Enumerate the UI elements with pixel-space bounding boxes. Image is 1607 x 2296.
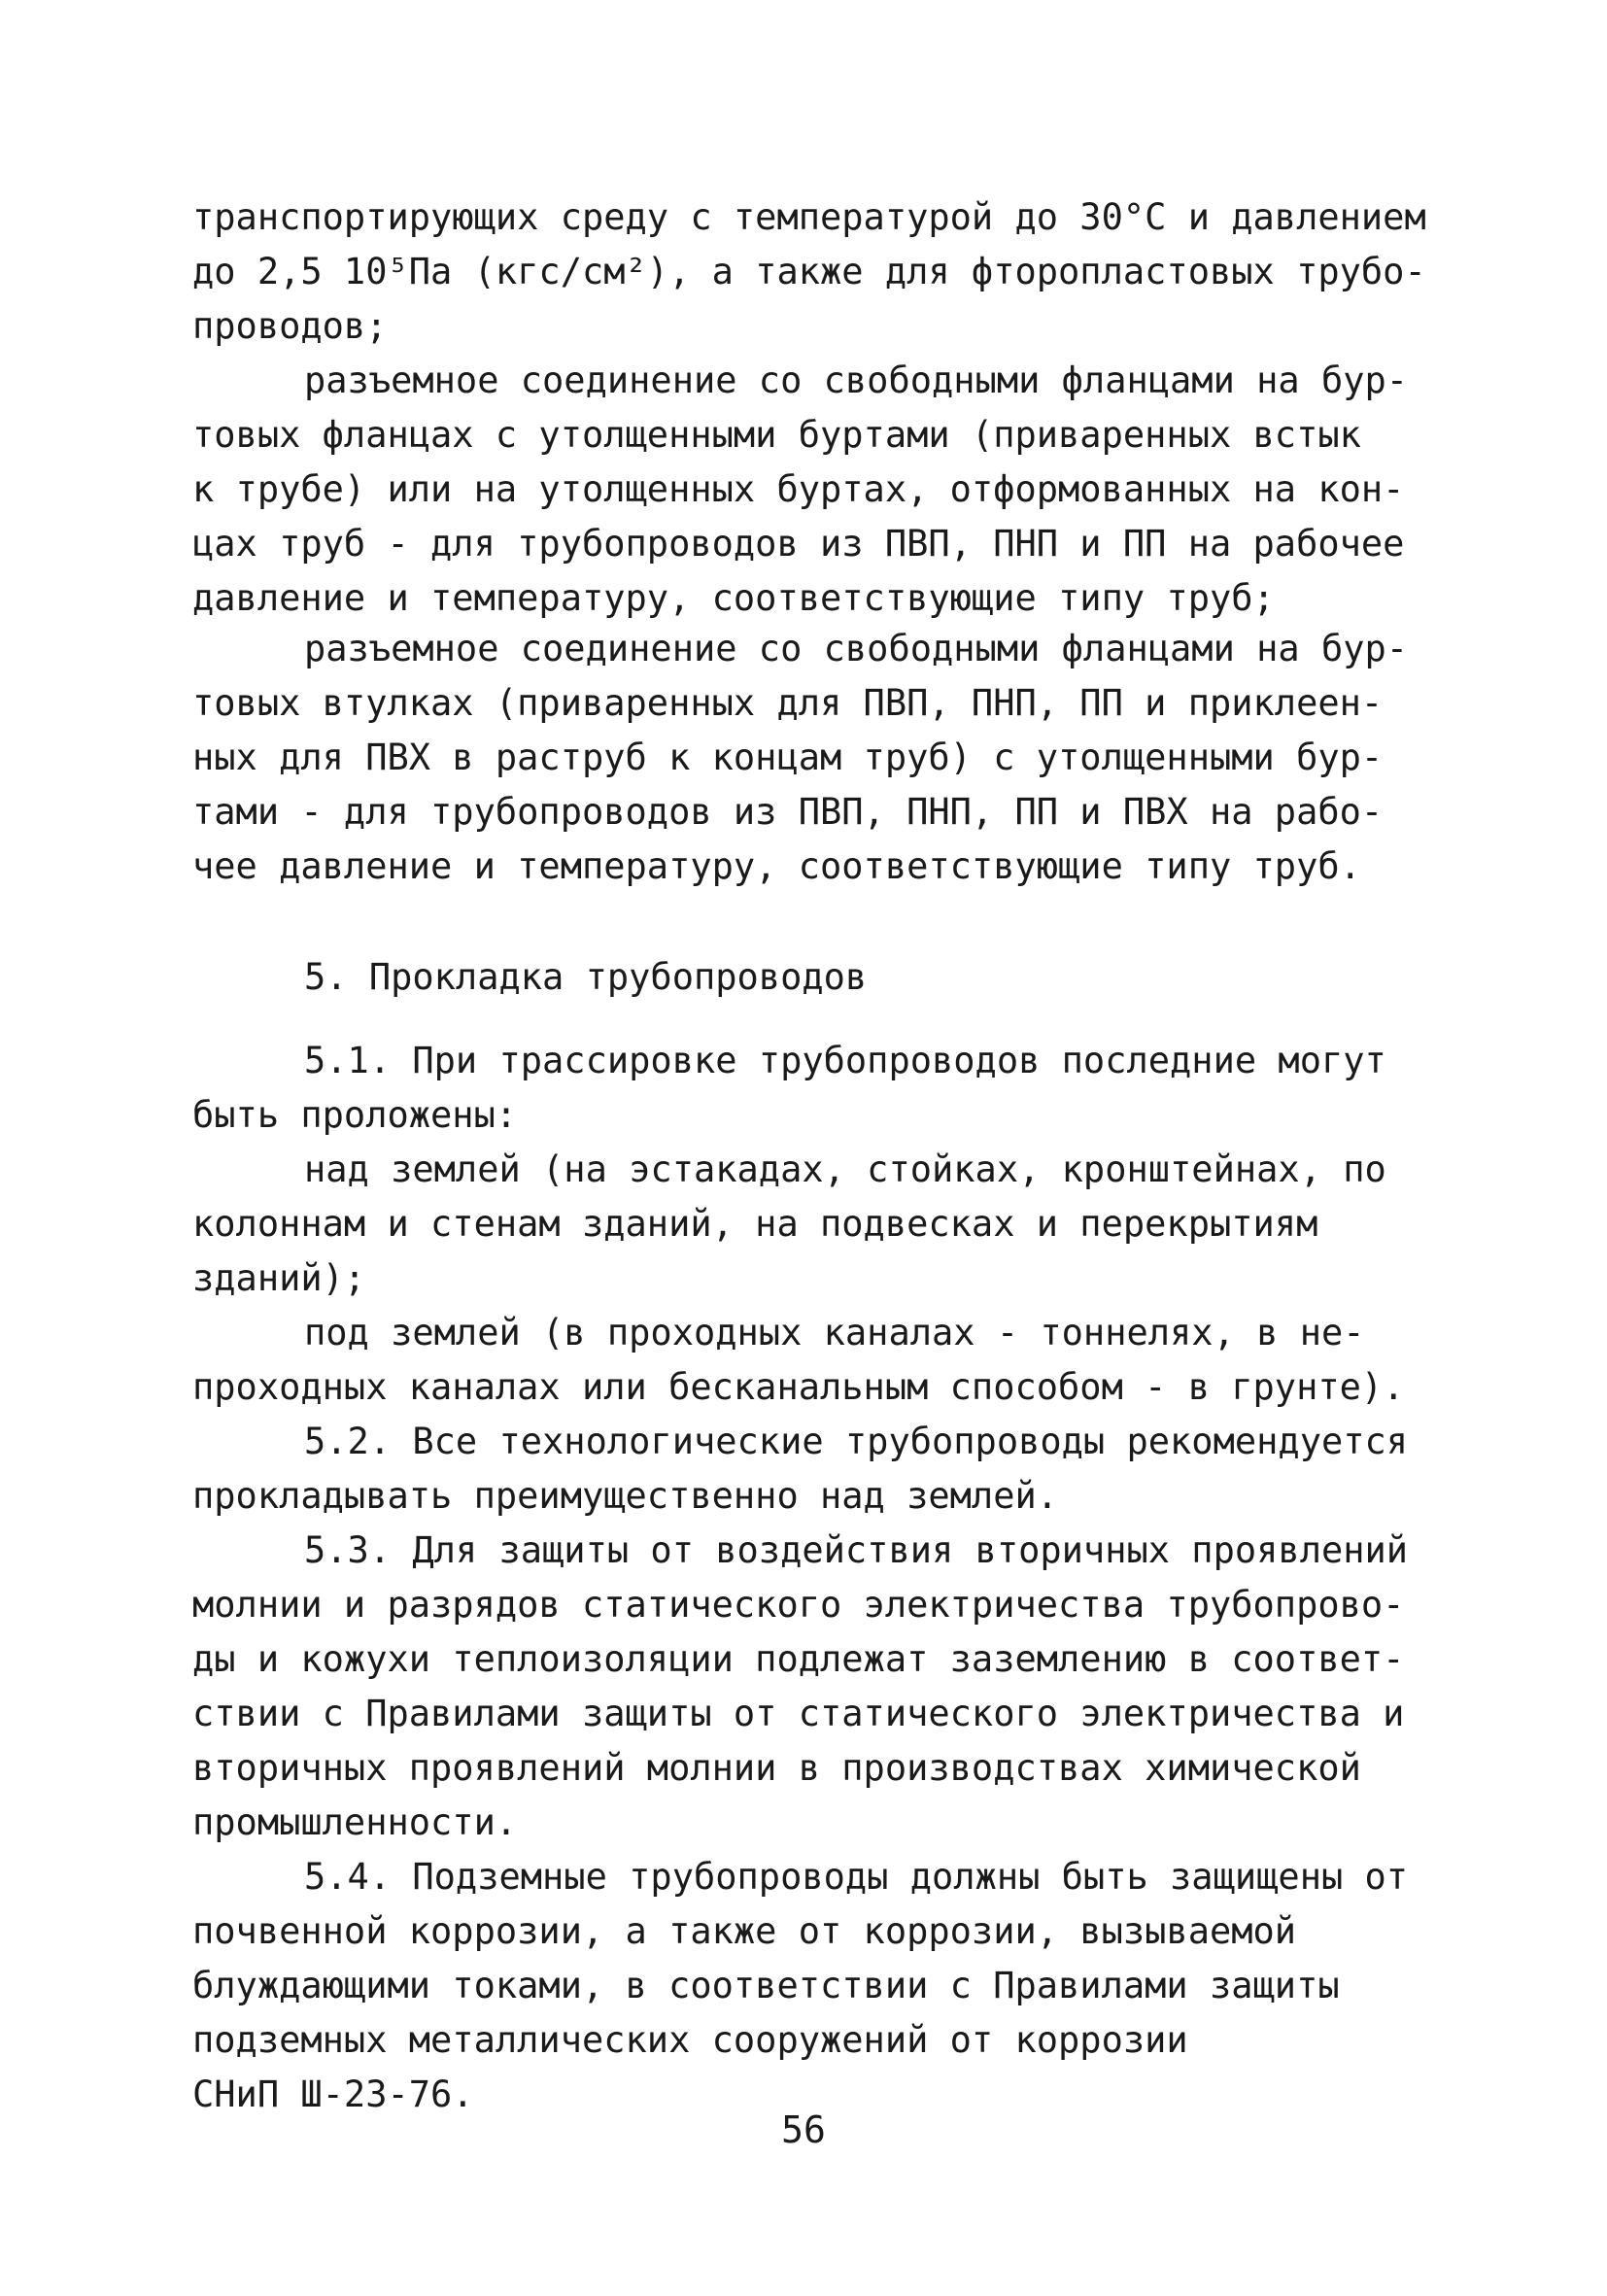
text-line: 5.4. Подземные трубопроводы должны быть защищены от: [304, 1856, 1409, 1898]
text-line: товых втулках (приваренных для ПВП, ПНП, ПП и приклеен-: [192, 682, 1384, 724]
page-number: 56: [781, 2108, 826, 2151]
text-line: подземных металлических сооружений от коррозии: [192, 2019, 1188, 2061]
text-line: под землей (в проходных каналах - тоннелях, в не-: [304, 1312, 1365, 1354]
text-line: колоннам и стенам зданий, на подвесках и перекрытиям: [192, 1203, 1318, 1245]
text-line: быть проложены:: [192, 1094, 518, 1136]
intro-paragraph: [192, 190, 1446, 354]
text-line: прокладывать преимущественно над землей.: [192, 1475, 1059, 1517]
text-line: проводов;: [192, 305, 388, 347]
paragraph-5-4: [192, 1850, 1446, 2122]
text-line: товых фланцах с утолщенными буртами (приваренных встык: [192, 414, 1361, 456]
paragraph-5-1-underground: [192, 1306, 1446, 1415]
text-line: разъемное соединение со свободными фланцами на бур-: [304, 628, 1409, 669]
paragraph-5-2: [192, 1415, 1446, 1524]
text-line: почвенной коррозии, а также от коррозии, вызываемой: [192, 1910, 1297, 1952]
collar-flange-item: [192, 354, 1446, 626]
paragraph-5-1-above-ground: [192, 1143, 1446, 1306]
paragraph-5-3: [192, 1524, 1446, 1850]
text-line: молнии и разрядов статического электричества трубопрово-: [192, 1584, 1405, 1626]
text-line: тами - для трубопроводов из ПВП, ПНП, ПП и ПВХ на рабо-: [192, 791, 1384, 833]
text-line: 5.1. При трассировке трубопроводов последние могут: [304, 1040, 1386, 1081]
text-line: блуждающими токами, в соответствии с Правилами защиты: [192, 1965, 1340, 2006]
text-line: до 2,5 10⁵Па (кгс/см²), а также для фторопластовых трубо-: [192, 251, 1426, 292]
text-line: разъемное соединение со свободными фланцами на бур-: [304, 360, 1409, 401]
text-line: 5.2. Все технологические трубопроводы рекомендуется: [304, 1421, 1409, 1462]
text-line: ды и кожухи теплоизоляции подлежат заземлению в соответ-: [192, 1638, 1405, 1680]
text-line: 5.3. Для защиты от воздействия вторичных проявлений: [304, 1529, 1409, 1571]
text-line: цах труб - для трубопроводов из ПВП, ПНП и ПП на рабочее: [192, 523, 1405, 565]
text-line: ных для ПВХ в раструб к концам труб) с утолщенными бур-: [192, 737, 1384, 778]
text-line: проходных каналах или бесканальным способом - в грунте).: [192, 1366, 1405, 1408]
text-line: ствии с Правилами защиты от статического электричества и: [192, 1693, 1405, 1734]
text-line: транспортирующих среду с температурой до 30°С и давлением: [192, 196, 1426, 238]
text-line: зданий);: [192, 1257, 366, 1299]
text-line: чее давление и температуру, соответствующие типу труб.: [192, 845, 1361, 887]
text-line: давление и температуру, соответствующие типу труб;: [192, 577, 1275, 619]
text-line: к трубе) или на утолщенных буртах, отформованных на кон-: [192, 468, 1405, 510]
section-heading: 5. Прокладка трубопроводов: [304, 956, 868, 998]
text-line: вторичных проявлений молнии в производствах химической: [192, 1747, 1361, 1789]
text-line: над землей (на эстакадах, стойках, кронштейнах, по: [304, 1148, 1386, 1190]
paragraph-5-1: [192, 1034, 1446, 1143]
text-line: СНиП Ш-23-76.: [192, 2073, 474, 2115]
bushing-flange-item: [192, 622, 1446, 894]
text-line: промышленности.: [192, 1801, 518, 1843]
